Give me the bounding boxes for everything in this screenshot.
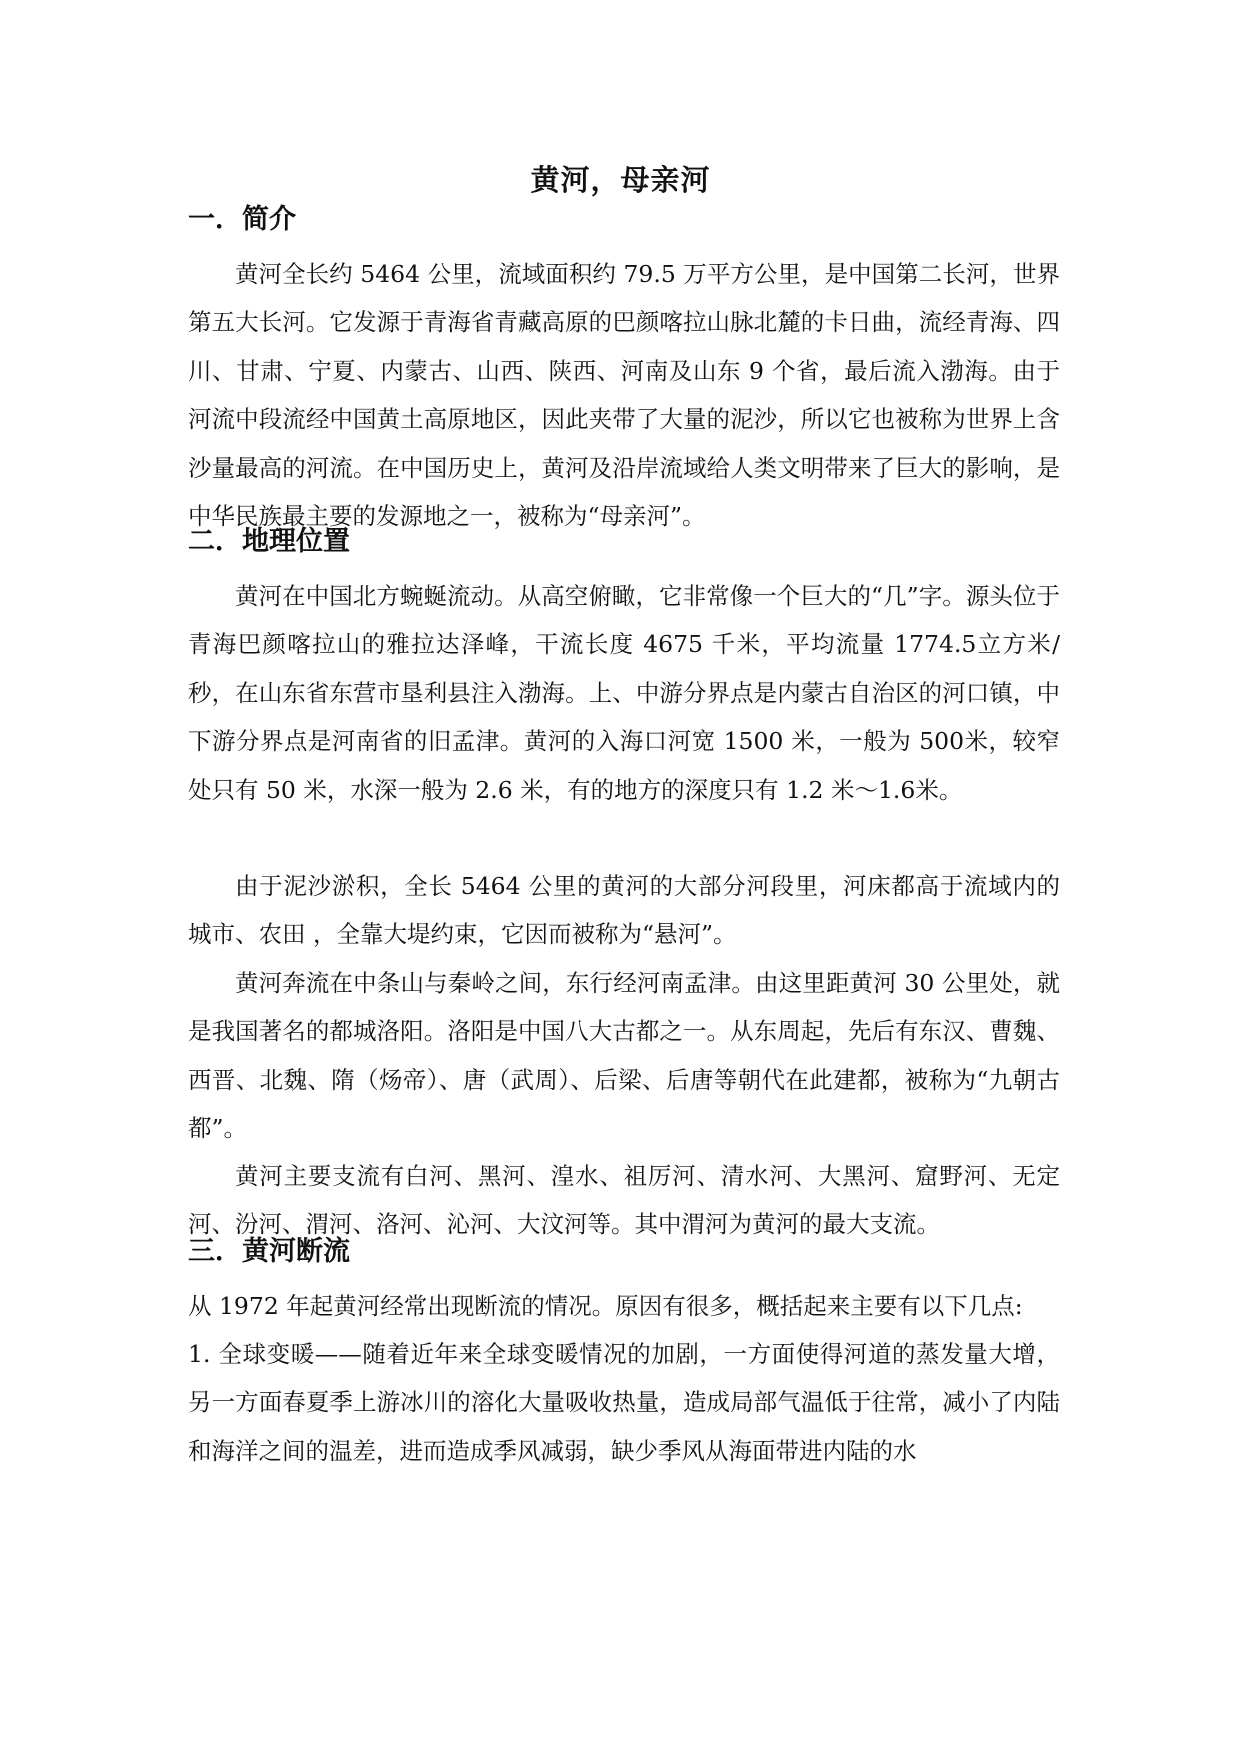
section-heading-geography: 二．地理位置	[188, 526, 350, 557]
section-heading-intro: 一．简介	[188, 204, 296, 235]
paragraph-geography-shape: 黄河在中国北方蜿蜒流动。从高空俯瞰，它非常像一个巨大的“几”字。源头位于青海巴颜喀拉山的雅拉达泽峰，干流长度 4675 千米，平均流量 1774.5立方米/秒，在山东省东营市垦利县注入渤海。上、中游分界点是内蒙古自治区的河口镇，中下游分界点是河南省的旧孟津。黄河的入海口河宽 1500 米，一般为 500米，较窄处只有 50 米，水深一般为 2.6 米，有的地方的深度只有 1.2 米～1.6米。	[188, 582, 1060, 804]
paragraph-dry-up-intro: 从 1972 年起黄河经常出现断流的情况。原因有很多，概括起来主要有以下几点:	[188, 1292, 1023, 1320]
paragraph-geography-tributaries: 黄河主要支流有白河、黑河、湟水、祖厉河、清水河、大黑河、窟野河、无定河、汾河、渭河、洛河、沁河、大汶河等。其中渭河为黄河的最大支流。	[188, 1162, 1060, 1239]
paragraph-intro: 黄河全长约 5464 公里，流域面积约 79.5 万平方公里，是中国第二长河，世界第五大长河。它发源于青海省青藏高原的巴颜喀拉山脉北麓的卡日曲，流经青海、四川、甘肃、宁夏、内蒙古、山西、陕西、河南及山东 9 个省，最后流入渤海。由于河流中段流经中国黄土高原地区，因此夹带了大量的泥沙，所以它也被称为世界上含沙量最高的河流。在中国历史上，黄河及沿岸流域给人类文明带来了巨大的影响，是中华民族最主要的发源地之一，被称为“母亲河”。	[188, 260, 1060, 531]
paragraph-geography-suspended-river: 由于泥沙淤积，全长 5464 公里的黄河的大部分河段里，河床都高于流域内的城市、农田 ，全靠大堤约束，它因而被称为“悬河”。	[188, 872, 1060, 949]
section-heading-dry-up: 三．黄河断流	[188, 1236, 350, 1267]
paragraph-geography-luoyang: 黄河奔流在中条山与秦岭之间，东行经河南孟津。由这里距黄河 30 公里处，就是我国著名的都城洛阳。洛阳是中国八大古都之一。从东周起，先后有东汉、曹魏、西晋、北魏、隋（炀帝）、唐（武周）、后梁、后唐等朝代在此建都，被称为“九朝古都”。	[188, 969, 1060, 1143]
document-title: 黄河，母亲河	[530, 163, 711, 197]
list-item-global-warming: 1. 全球变暖——随着近年来全球变暖情况的加剧，一方面使得河道的蒸发量大增，另一方面春夏季上游冰川的溶化大量吸收热量，造成局部气温低于往常，减小了内陆和海洋之间的温差，进而造成季风减弱，缺少季风从海面带进内陆的水	[188, 1340, 1060, 1465]
